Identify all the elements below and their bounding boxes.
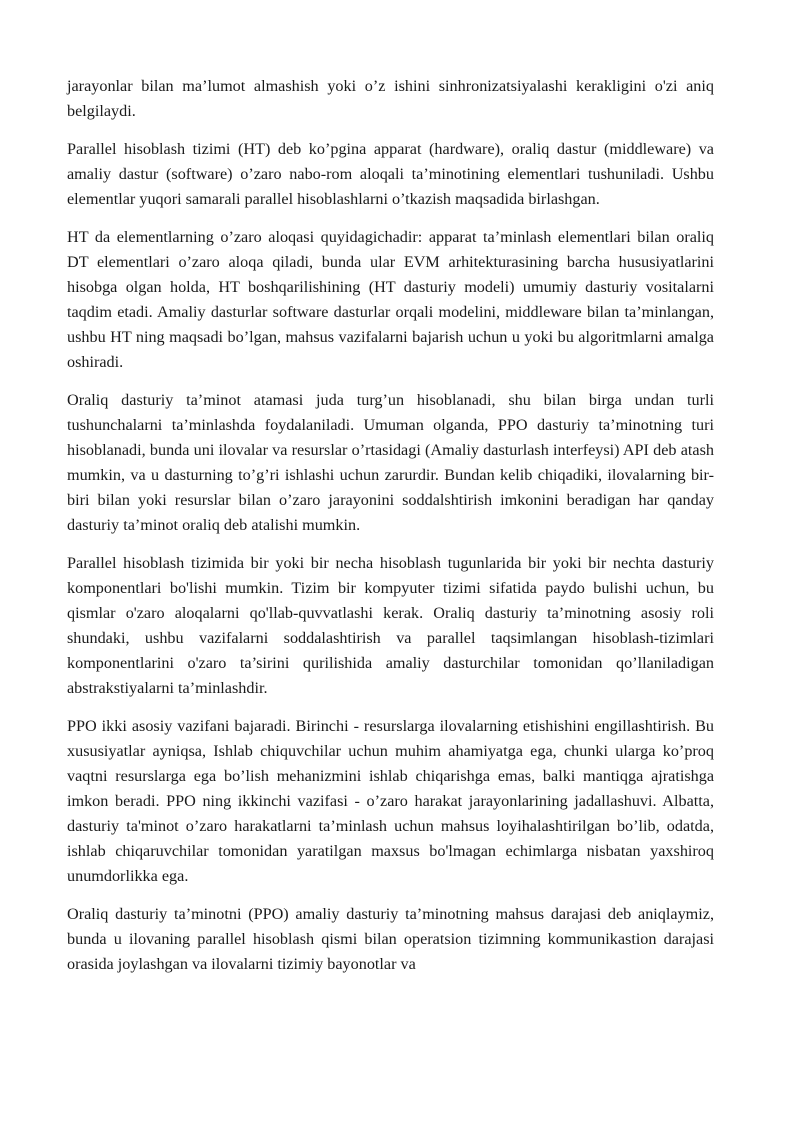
document-page [67,74,714,990]
paragraph-5: Parallel hisoblash tizimida bir yoki bir necha hisoblash tugunlarida bir yoki bir nechta dasturiy komponentlari bo'lishi mumkin. Tizim bir kompyuter tizimi sifatida paydo bulishi uchun, bu qismlar o'zaro aloqalarni qo'llab-quvvatlashi kerak. Oraliq dasturiy ta’minotning asosiy roli shundaki, ushbu vazifalarni soddalashtirish va parallel taqsimlangan hisoblash-tizimlari komponentlarini o'zaro ta’sirini qurilishida amaliy dasturchilar tomonidan qo’llaniladigan abstrakstiyalarni ta’minlashdir. [67,554,714,697]
paragraph-7: Oraliq dasturiy ta’minotni (PPO) amaliy dasturiy ta’minotning mahsus darajasi deb aniqlaymiz, bunda u ilovaning parallel hisoblash qismi bilan operatsion tizimning kommunikastion darajasi orasida joylashgan va ilovalarni tizimiy bayonotlar va [67,905,714,973]
paragraph-1: jarayonlar bilan ma’lumot almashish yoki o’z ishini sinhronizatsiyalashi kerakligini o'zi aniq belgilaydi. [67,77,714,120]
paragraph-2: Parallel hisoblash tizimi (HT) deb ko’pgina apparat (hardware), oraliq dastur (middleware) va amaliy dastur (software) o’zaro nabo-rom aloqali ta’minotining elementlari tushuniladi. Ushbu elementlar yuqori samarali parallel hisoblashlarni o’tkazish maqsadida birlashgan. [67,140,714,208]
paragraph-4: Oraliq dasturiy ta’minot atamasi juda turg’un hisoblanadi, shu bilan birga undan turli tushunchalarni ta’minlashda foydalaniladi. Umuman olganda, PPO dasturiy ta’minotning turi hisoblanadi, bunda uni ilovalar va resurslar o’rtasidagi (Amaliy dasturlash interfeysi) API deb atash mumkin, va u dasturning to’g’ri ishlashi uchun zarurdir. Bundan kelib chiqadiki, ilovalarning bir-biri bilan yoki resurslar bilan o’zaro jarayonini soddalshtirish imkonini beradigan har qanday dasturiy ta’minot oraliq deb atalishi mumkin. [67,391,714,534]
paragraph-6: PPO ikki asosiy vazifani bajaradi. Birinchi - resurslarga ilovalarning etishishini engillashtirish. Bu xususiyatlar ayniqsa, Ishlab chiquvchilar uchun muhim ahamiyatga ega, chunki ularga ko’proq vaqtni resurslarga ega bo’lish mehanizmini ishlab chiqarishga emas, balki mantiqga ajratishga imkon beradi. PPO ning ikkinchi vazifasi - o’zaro harakat jarayonlarining jadallashuvi. Albatta, dasturiy ta'minot o’zaro harakatlarni ta’minlash uchun mahsus loyihalashtirilgan bo’lib, odatda, ishlab chiqaruvchilar tomonidan yaratilgan maxsus bo'lmagan echimlarga nisbatan yaxshiroq unumdorlikka ega. [67,717,714,885]
paragraph-3: HT da elementlarning o’zaro aloqasi quyidagichadir: apparat ta’minlash elementlari bilan oraliq DT elementlari o’zaro aloqa qiladi, bunda ular EVM arhitekturasining barcha hususiyatlarini hisobga olgan holda, HT boshqarilishining (HT dasturiy modeli) umumiy dasturiy vositalarni taqdim etadi. Amaliy dasturlar software dasturlar orqali modelini, middleware bilan ta’minlangan, ushbu HT ning maqsadi bo’lgan, mahsus vazifalarni bajarish uchun u yoki bu algoritmlarni amalga oshiradi. [67,228,714,371]
